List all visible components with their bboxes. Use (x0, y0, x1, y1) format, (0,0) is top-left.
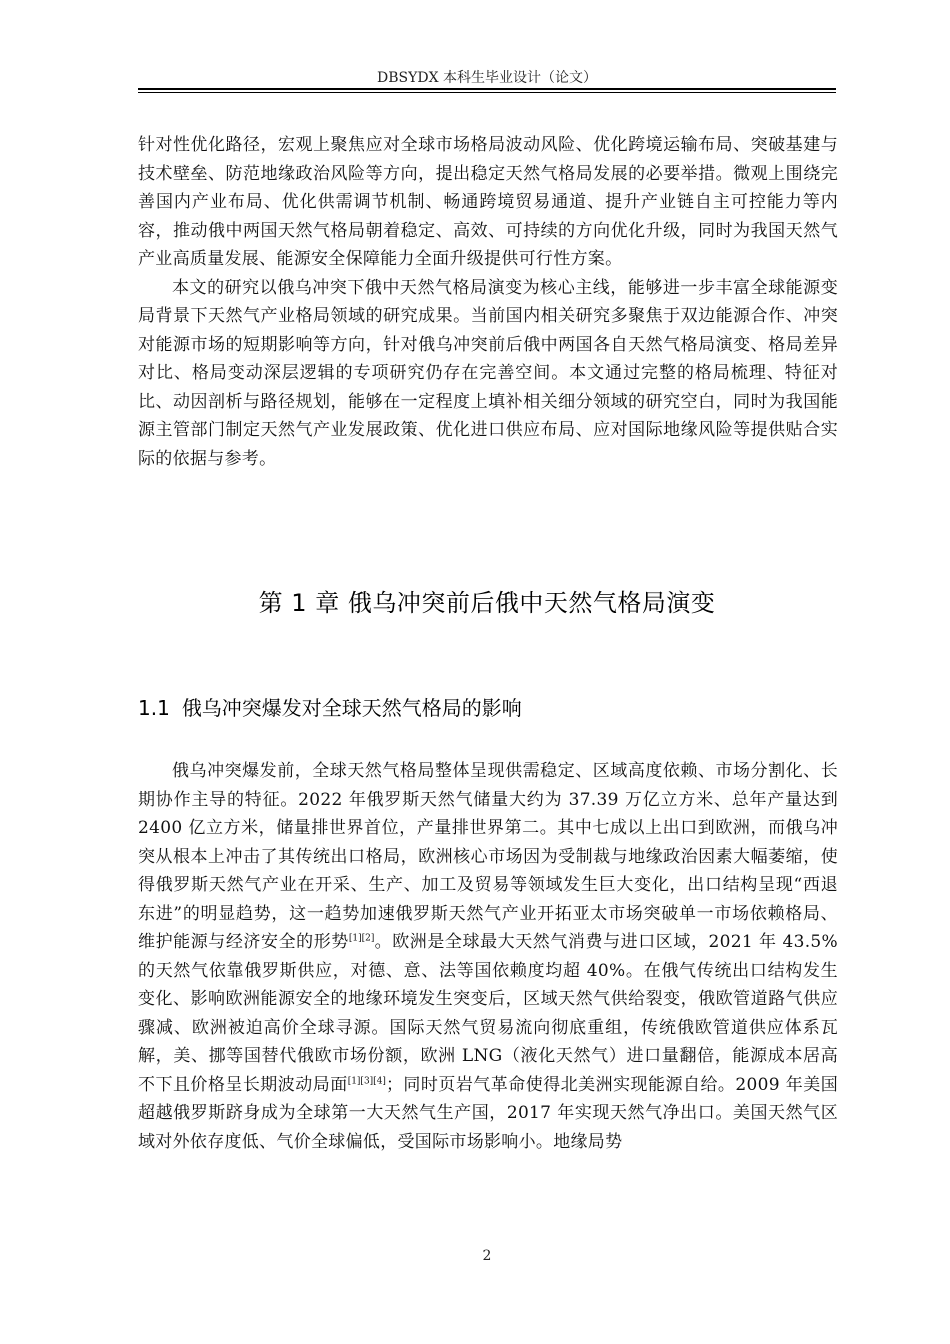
header-rule-thin (138, 92, 836, 93)
section-heading (138, 692, 836, 721)
main-text-segment-1: 俄乌冲突爆发前，全球天然气格局整体呈现供需稳定、区域高度依赖、市场分割化、长期协作主导的特征。2022 年俄罗斯天然气储量大约为 37.39 万亿立方米、总年产量达到 2400 亿立方米，储量排世界首位，产量排世界第二。其中七成以上出口到欧洲，而俄乌冲突从根本上冲击了其传统出口格局，欧洲核心市场因为受制裁与地缘政治因素大幅萎缩，使得俄罗斯天然气产业在开采、生产、加工及贸易等领域发生巨大变化，出口结构呈现“西退东进”的明显趋势，这一趋势加速俄罗斯天然气产业开拓亚太市场突破单一市场依赖格局、维护能源与经济安全的形势 (138, 761, 838, 952)
header-rule-thick (138, 88, 836, 90)
main-paragraph (138, 757, 838, 1156)
main-text-segment-3: ；同时页岩气革命使得北美洲实现能源自给。2009 年美国超越俄罗斯跻身成为全球第一大天然气生产国，2017 年实现天然气净出口。美国天然气区域对外依存度低、气价全球偏低，受国际市场影响小。地缘局势 (138, 1074, 838, 1152)
running-header: DBSYDX 本科生毕业设计（论文） (377, 70, 597, 86)
chapter-title: 第 1 章 俄乌冲突前后俄中天然气格局演变 (258, 589, 716, 617)
citation-2: [1][3][4] (347, 1075, 386, 1086)
intro-text (138, 131, 838, 473)
page-number: 2 (482, 1248, 492, 1264)
section-title: 俄乌冲突爆发对全球天然气格局的影响 (181, 696, 522, 720)
intro-paragraph-1: 针对性优化路径，宏观上聚焦应对全球市场格局波动风险、优化跨境运输布局、突破基建与技术壁垒、防范地缘政治风险等方向，提出稳定天然气格局发展的必要举措。微观上围绕完善国内产业布局、优化供需调节机制、畅通跨境贸易通道、提升产业链自主可控能力等内容，推动俄中两国天然气格局朝着稳定、高效、可持续的方向优化升级，同时为我国天然气产业高质量发展、能源安全保障能力全面升级提供可行性方案。 (138, 135, 838, 269)
main-text (138, 757, 838, 1156)
citation-1: [1][2] (348, 933, 375, 944)
section-number: 1.1 (138, 696, 170, 720)
main-text-segment-2: 。欧洲是全球最大天然气消费与进口区域，2021 年 43.5%的天然气依靠俄罗斯供应，对德、意、法等国依赖度均超 40%。在俄气传统出口结构发生变化、影响欧洲能源安全的地缘环境发生突变后，区域天然气供给裂变，俄欧管道路气供应骤减、欧洲被迫高价全球寻源。国际天然气贸易流向彻底重组，传统俄欧管道供应体系瓦解，美、挪等国替代俄欧市场份额，欧洲 LNG（液化天然气）进口量翻倍，能源成本居高不下且价格呈长期波动局面 (138, 932, 839, 1095)
intro-paragraph-2: 本文的研究以俄乌冲突下俄中天然气格局演变为核心主线，能够进一步丰富全球能源变局背景下天然气产业格局领域的研究成果。当前国内相关研究多聚焦于双边能源合作、冲突对能源市场的短期影响等方向，针对俄乌冲突前后俄中两国各自天然气格局演变、格局差异对比、格局变动深层逻辑的专项研究仍存在完善空间。本文通过完整的格局梳理、特征对比、动因剖析与路径规划，能够在一定程度上填补相关细分领域的研究空白，同时为我国能源主管部门制定天然气产业发展政策、优化进口供应布局、应对国际地缘风险等提供贴合实际的依据与参考。 (138, 277, 838, 469)
